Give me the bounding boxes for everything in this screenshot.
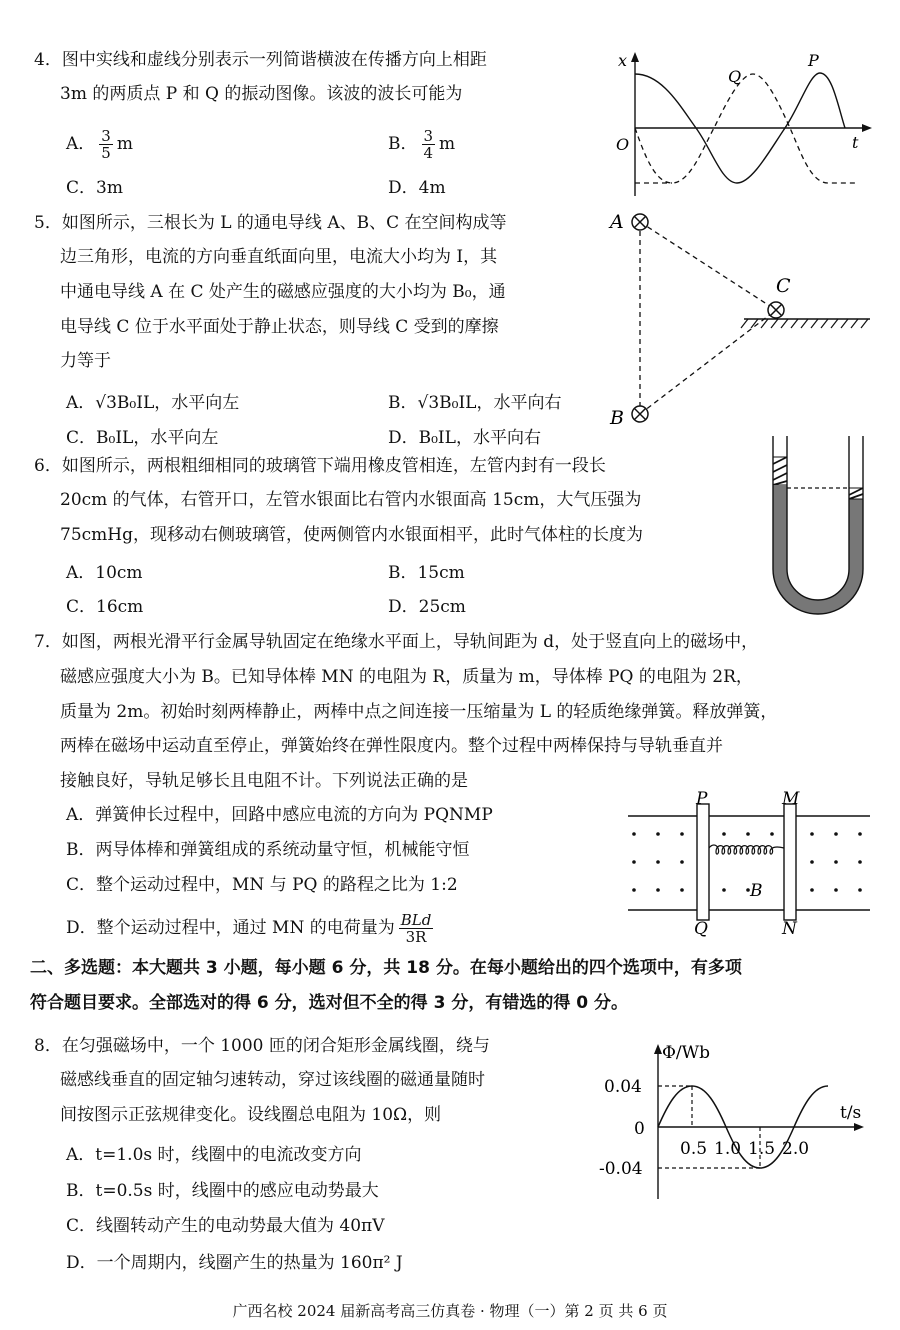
- q8-option-b: B．t=0.5s 时，线圈中的感应电动势最大: [66, 1181, 379, 1201]
- q6-option-a: A．10cm: [66, 563, 143, 583]
- q5-option-b: B．√3B₀IL，水平向右: [388, 393, 562, 413]
- q4-option-a-numerator: 3: [101, 127, 111, 145]
- q8-option-a: A．t=1.0s 时，线圈中的电流改变方向: [66, 1145, 362, 1165]
- q5-stem-line1: 5．如图所示，三根长为 L 的通电导线 A、B、C 在空间构成等: [34, 213, 507, 233]
- q8-y-axis-label: Φ/Wb: [662, 1043, 711, 1063]
- q4-option-a-unit: m: [116, 134, 133, 154]
- q4-option-b-denominator: 4: [423, 144, 434, 162]
- q8-x-tick-2: 1.5: [748, 1139, 776, 1159]
- q4-origin-label: O: [616, 135, 630, 154]
- q7-label-p: P: [696, 789, 708, 809]
- q8-y-zero-tick: 0: [634, 1119, 645, 1139]
- q7-option-a: A．弹簧伸长过程中，回路中感应电流的方向为 PQNMP: [66, 805, 493, 825]
- q7-label-b: B: [750, 881, 763, 901]
- q7-rail-figure: [624, 789, 874, 939]
- q4-option-b-unit: m: [439, 134, 456, 154]
- q7-label-n: N: [782, 919, 797, 939]
- section2-heading-line2: 符合题目要求。全部选对的得 6 分，选对但不全的得 3 分，有错选的得 0 分。: [30, 993, 628, 1013]
- rod-mn: [784, 804, 796, 920]
- q6-stem-line1: 6．如图所示，两根粗细相同的玻璃管下端用橡皮管相连，左管内封有一段长: [34, 456, 606, 476]
- q4-option-a-letter: A．: [66, 134, 96, 154]
- q7-stem-line1: 7．如图，两根光滑平行金属导轨固定在绝缘水平面上，导轨间距为 d，处于竖直向上的磁场中，: [34, 632, 759, 652]
- q8-x-axis-label: t/s: [840, 1103, 862, 1123]
- q4-stem-line1: 4．图中实线和虚线分别表示一列简谐横波在传播方向上相距: [34, 50, 487, 70]
- q8-x-tick-0: 0.5: [680, 1139, 708, 1159]
- q4-p-label: P: [808, 51, 819, 70]
- q8-y-pos-tick: 0.04: [604, 1077, 642, 1097]
- q4-option-c: C．3m: [66, 178, 123, 198]
- q6-gas-column: [773, 457, 787, 485]
- page-footer: 广西名校 2024 届新高考高三仿真卷 · 物理（一）第 2 页 共 6 页: [232, 1302, 668, 1320]
- wire-b-cross-icon: [632, 406, 648, 422]
- q8-option-d: D．一个周期内，线圈产生的热量为 160π² J: [66, 1253, 403, 1273]
- q5-option-a: A．√3B₀IL，水平向左: [66, 393, 240, 413]
- q6-option-b: B．15cm: [388, 563, 465, 583]
- q7-option-d-denominator: 3R: [405, 928, 427, 946]
- q5-label-b: B: [610, 407, 624, 429]
- q6-stem-line2: 20cm 的气体，右管开口，左管水银面比右管内水银面高 15cm，大气压强为: [60, 490, 642, 510]
- q6-stem-line3: 75cmHg，现移动右侧玻璃管，使两侧管内水银面相平，此时气体柱的长度为: [60, 525, 643, 545]
- q4-option-a-denominator: 5: [101, 144, 111, 162]
- q7-label-m: M: [782, 789, 800, 809]
- q8-flux-graph: [596, 1034, 876, 1206]
- q7-option-d-text: D．整个运动过程中，通过 MN 的电荷量为: [66, 918, 395, 938]
- q8-x-tick-1: 1.0: [714, 1139, 742, 1159]
- compressed-spring-icon: [709, 845, 784, 854]
- magnetic-field-dots: [632, 832, 862, 892]
- q7-option-b: B．两导体棒和弹簧组成的系统动量守恒，机械能守恒: [66, 840, 470, 860]
- q4-q-label: Q: [728, 67, 742, 86]
- q4-vibration-figure: [610, 46, 880, 206]
- q4-option-a: [66, 128, 133, 161]
- q6-option-d: D．25cm: [388, 597, 466, 617]
- q4-option-b-numerator: 3: [423, 127, 434, 145]
- q7-option-d-numerator: BLd: [400, 911, 432, 929]
- q6-left-mercury-upper: [773, 485, 787, 500]
- q8-stem-line3: 间按图示正弦规律变化。设线圈总电阻为 10Ω，则: [60, 1105, 442, 1125]
- q5-label-c: C: [776, 275, 791, 297]
- q6-u-tube-figure: [764, 434, 874, 624]
- q5-ground-hatch: [741, 319, 868, 328]
- wire-c-cross-icon: [768, 302, 784, 318]
- q8-y-neg-tick: -0.04: [599, 1159, 643, 1179]
- q7-option-d: [66, 908, 437, 948]
- rod-pq: [697, 804, 709, 920]
- q5-option-d: D．B₀IL，水平向右: [388, 428, 541, 448]
- q4-t-axis-label: t: [852, 133, 859, 152]
- q7-stem-line3: 质量为 2m。初始时刻两棒静止，两棒中点之间连接一压缩量为 L 的轻质绝缘弹簧。释放弹簧，: [60, 702, 778, 722]
- q4-option-b: [388, 128, 455, 161]
- q5-stem-line4: 电导线 C 位于水平面处于静止状态，则导线 C 受到的摩擦: [60, 317, 499, 337]
- q7-stem-line5: 接触良好，导轨足够长且电阻不计。下列说法正确的是: [60, 771, 468, 791]
- q7-option-c: C．整个运动过程中，MN 与 PQ 的路程之比为 1:2: [66, 875, 458, 895]
- q4-option-b-fraction: [422, 128, 436, 161]
- q7-option-d-fraction: [399, 912, 434, 945]
- q6-option-c: C．16cm: [66, 597, 144, 617]
- q5-option-c: C．B₀IL，水平向左: [66, 428, 219, 448]
- q8-stem-line1: 8．在匀强磁场中，一个 1000 匝的闭合矩形金属线圈，绕与: [34, 1036, 490, 1056]
- q5-triangle-figure: [608, 206, 878, 436]
- q7-stem-line2: 磁感应强度大小为 B。已知导体棒 MN 的电阻为 R，质量为 m，导体棒 PQ 的电阻为 2R，: [60, 667, 753, 687]
- wire-a-cross-icon: [632, 214, 648, 230]
- q4-option-b-letter: B．: [388, 134, 418, 154]
- q5-label-a: A: [610, 211, 624, 233]
- q8-x-tick-3: 2.0: [782, 1139, 810, 1159]
- section2-heading-line1: 二、多选题：本大题共 3 小题，每小题 6 分，共 18 分。在每小题给出的四个选项中，有多项: [30, 958, 742, 978]
- q8-option-c: C．线圈转动产生的电动势最大值为 40πV: [66, 1216, 385, 1236]
- q4-option-d: D．4m: [388, 178, 446, 198]
- q5-stem-line5: 力等于: [60, 351, 111, 371]
- q8-stem-line2: 磁感线垂直的固定轴匀速转动，穿过该线圈的磁通量随时: [60, 1070, 485, 1090]
- q4-stem-line2: 3m 的两质点 P 和 Q 的振动图像。该波的波长可能为: [60, 84, 463, 104]
- q4-option-a-fraction: [99, 128, 113, 161]
- q5-stem-line2: 边三角形，电流的方向垂直纸面向里，电流大小均为 I，其: [60, 247, 498, 267]
- q7-stem-line4: 两棒在磁场中运动直至停止，弹簧始终在弹性限度内。整个过程中两棒保持与导轨垂直并: [60, 736, 723, 756]
- q5-stem-line3: 中通电导线 A 在 C 处产生的磁感应强度的大小均为 B₀，通: [60, 282, 506, 302]
- q4-x-axis-label: x: [618, 51, 628, 70]
- q7-label-q: Q: [694, 919, 708, 939]
- q6-right-hatch: [849, 488, 863, 499]
